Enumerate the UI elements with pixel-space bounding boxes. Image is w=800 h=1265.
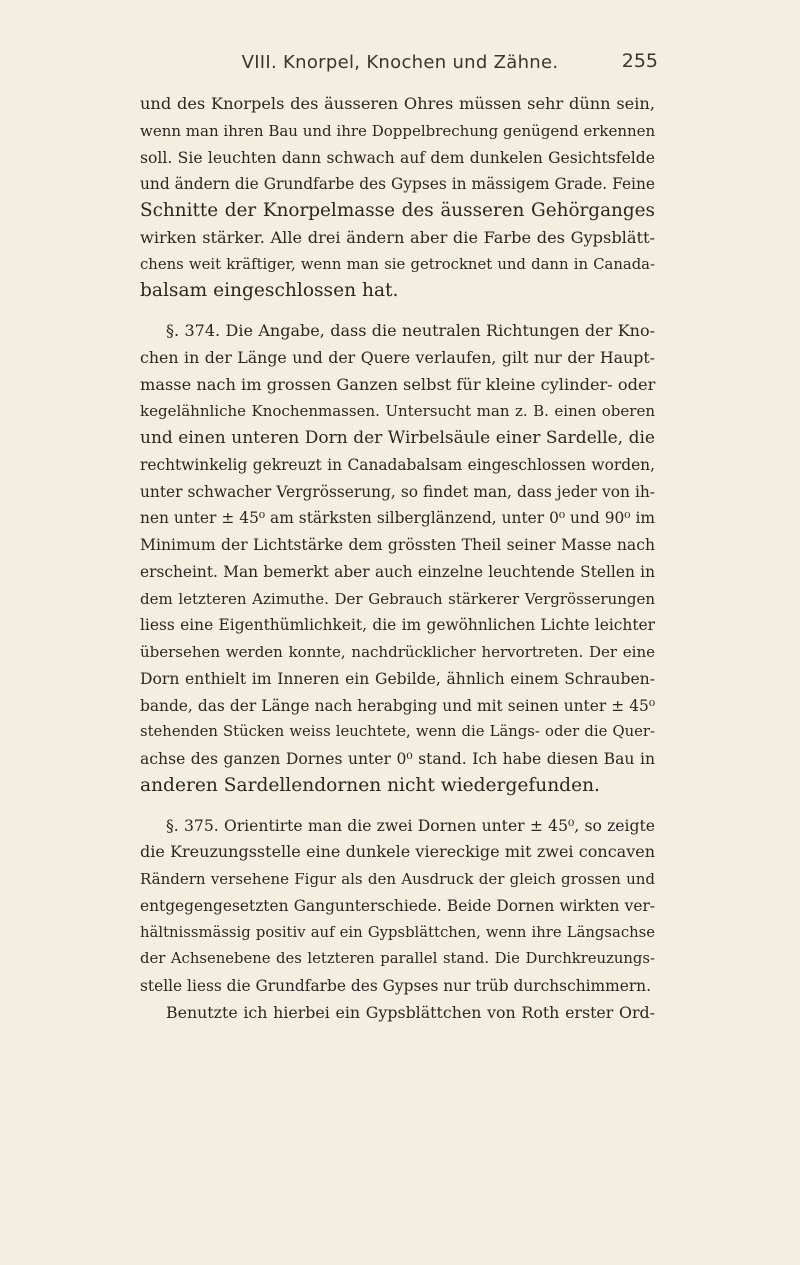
text-line: masse nach im grossen Ganzen selbst für kleine cylinder- oder xyxy=(140,374,656,394)
text-line: Dorn enthielt im Inneren ein Gebilde, ähnlich einem Schrauben- xyxy=(140,669,655,688)
text-line: Schnitte der Knorpelmasse des äusseren Gehörganges xyxy=(140,200,655,221)
text-line: rechtwinkelig gekreuzt in Canadabalsam eingeschlossen worden, xyxy=(140,455,655,474)
text-line: balsam eingeschlossen hat. xyxy=(140,280,399,302)
text-line: übersehen werden konnte, nachdrücklicher hervortreten. Der eine xyxy=(140,643,655,661)
text-line: soll. Sie leuchten dann schwach auf dem dunkelen Gesichtsfelde xyxy=(140,148,655,167)
text-line: und ändern die Grundfarbe des Gypses in mässigem Grade. Feine xyxy=(140,175,655,194)
text-line: und einen unteren Dorn der Wirbelsäule einer Sardelle, die xyxy=(140,428,655,448)
body-text xyxy=(140,91,655,1027)
text-line: Rändern versehene Figur als den Ausdruck der gleich grossen und xyxy=(140,870,655,888)
text-line: kegelähnliche Knochenmassen. Untersucht man z. B. einen oberen xyxy=(140,402,655,421)
text-line: die Kreuzungsstelle eine dunkele viereckige mit zwei concaven xyxy=(140,842,655,862)
text-line: entgegengesetzten Gangunterschiede. Beide Dornen wirkten ver- xyxy=(140,896,655,915)
text-line: erscheint. Man bemerkt aber auch einzelne leuchtende Stellen in xyxy=(140,562,655,581)
text-line: stehenden Stücken weiss leuchtete, wenn die Längs- oder die Quer- xyxy=(140,723,655,741)
text-line: nen unter ± 45⁰ am stärksten silberglänzend, unter 0⁰ und 90⁰ im xyxy=(140,509,655,528)
paragraph-gap xyxy=(140,305,655,318)
text-line: und des Knorpels des äusseren Ohres müssen sehr dünn sein, xyxy=(140,94,655,113)
text-line: chen in der Länge und der Quere verlaufen, gilt nur der Haupt- xyxy=(140,347,655,367)
text-line: wirken stärker. Alle drei ändern aber die Farbe des Gypsblätt- xyxy=(140,227,655,247)
text-line: liess eine Eigenthümlichkeit, die im gewöhnlichen Lichte leichter xyxy=(140,616,655,635)
text-line: bande, das der Länge nach herabging und mit seinen unter ± 45⁰ xyxy=(140,696,655,715)
text-line: unter schwacher Vergrösserung, so findet man, dass jeder von ih- xyxy=(140,482,655,501)
text-line: Minimum der Lichtstärke dem grössten Theil seiner Masse nach xyxy=(140,536,655,554)
text-line: anderen Sardellendornen nicht wiedergefunden. xyxy=(140,774,600,796)
paragraph-2 xyxy=(140,318,655,800)
text-line: chens weit kräftiger, wenn man sie getrocknet und dann in Canada- xyxy=(140,255,655,273)
text-line: wenn man ihren Bau und ihre Doppelbrechung genügend erkennen xyxy=(140,121,656,140)
paragraph-1 xyxy=(140,91,655,305)
text-line: Benutzte ich hierbei ein Gypsblättchen von Roth erster Ord- xyxy=(166,1002,655,1022)
page-number: 255 xyxy=(621,50,658,72)
running-head: VIII. Knorpel, Knochen und Zähne. xyxy=(241,52,559,73)
text-line: hältnissmässig positiv auf ein Gypsblättchen, wenn ihre Längsachse xyxy=(140,923,655,941)
text-line: stelle liess die Grundfarbe des Gypses nur trüb durchschimmern. xyxy=(140,977,651,995)
paragraph-gap xyxy=(140,800,655,813)
page-header xyxy=(0,44,800,84)
paragraph-3 xyxy=(140,813,655,1027)
text-line: §. 374. Die Angabe, dass die neutralen Richtungen der Kno- xyxy=(166,321,655,340)
text-line: §. 375. Orientirte man die zwei Dornen unter ± 45⁰, so zeigte xyxy=(166,816,655,835)
text-line: dem letzteren Azimuthe. Der Gebrauch stärkerer Vergrösserungen xyxy=(140,589,655,608)
text-line: der Achsenebene des letzteren parallel stand. Die Durchkreuzungs- xyxy=(140,950,655,968)
text-line: achse des ganzen Dornes unter 0⁰ stand. Ich habe diesen Bau in xyxy=(140,750,655,768)
